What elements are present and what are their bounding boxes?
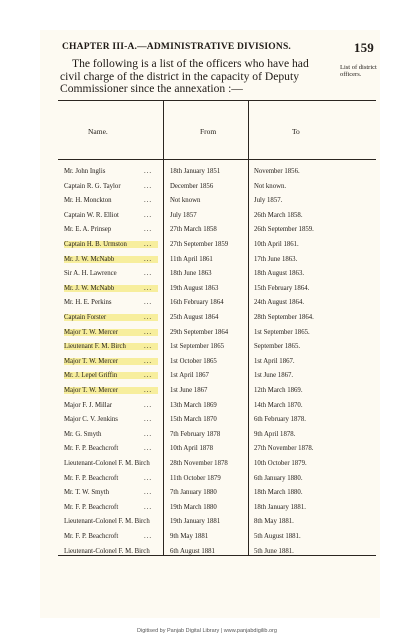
- table-row: [58, 473, 376, 487]
- leader-dots: ...: [144, 372, 153, 380]
- table-row: [58, 283, 376, 297]
- date-from: 10th April 1878: [170, 445, 214, 453]
- leader-dots: ...: [144, 284, 153, 292]
- date-from: 15th March 1870: [170, 416, 217, 424]
- date-from: 1st October 1865: [170, 357, 217, 365]
- date-to: 27th November 1878.: [254, 445, 314, 453]
- table-row: [58, 327, 376, 341]
- table-row: [58, 487, 376, 501]
- leader-dots: ...: [144, 416, 153, 424]
- date-to: 5th August 1881.: [254, 533, 301, 540]
- date-to: 6th February 1878.: [254, 416, 306, 424]
- officer-name: Mr. G. Smyth: [64, 430, 102, 438]
- officer-name: Major T. W. Mercer: [64, 329, 158, 336]
- date-to: 9th April 1878.: [254, 430, 296, 438]
- date-to: 24th August 1864.: [254, 299, 305, 307]
- date-to: 6th January 1880.: [254, 474, 303, 482]
- leader-dots: ...: [144, 533, 153, 540]
- date-to: 12th March 1869.: [254, 387, 303, 394]
- officer-name: Lieutenant F. M. Birch: [64, 343, 158, 350]
- date-to: 8th May 1881.: [254, 518, 294, 526]
- officer-name: Mr. John Inglis: [64, 168, 106, 175]
- officer-name: Mr. J. Lepel Griffin: [64, 372, 158, 379]
- table-row: [58, 370, 376, 384]
- leader-dots: ...: [144, 489, 153, 497]
- officer-name: Lieutenant-Colonel F. M. Birch: [64, 460, 150, 467]
- officer-name: Major T. W. Mercer: [64, 358, 158, 365]
- date-from: Not known: [170, 197, 201, 205]
- table-row: [58, 400, 376, 414]
- officer-name: Mr. F. P. Beachcroft: [64, 474, 119, 482]
- page-number: 159: [353, 40, 374, 55]
- officer-name: Mr. J. W. McNabb: [64, 256, 158, 263]
- table-row: [58, 356, 376, 370]
- table-row: [58, 458, 376, 472]
- date-to: Not known.: [254, 182, 287, 190]
- date-to: 15th February 1864.: [254, 284, 310, 292]
- date-from: 1st September 1865: [170, 343, 224, 351]
- date-to: 18th March 1880.: [254, 489, 303, 497]
- date-to: 1st April 1867.: [254, 357, 295, 365]
- leader-dots: ...: [144, 168, 153, 175]
- officer-name: Captain R. G. Taylor: [64, 182, 121, 190]
- date-from: 18th June 1863: [170, 270, 212, 278]
- leader-dots: ...: [144, 182, 153, 190]
- margin-note: List of district officers.: [340, 64, 377, 78]
- officer-name: Mr. J. W. McNabb: [64, 285, 158, 292]
- officer-name: Mr. T. W. Smyth: [64, 489, 110, 497]
- officer-name: Mr. E. A. Prinsep: [64, 226, 112, 234]
- date-to: September 1865.: [254, 343, 301, 351]
- date-from: 25th August 1864: [170, 314, 219, 321]
- officer-name: Mr. F. P. Beachcroft: [64, 503, 119, 511]
- table-row: [58, 385, 376, 399]
- table-row: [58, 268, 376, 282]
- table-row: [58, 443, 376, 457]
- digitisation-footer: Digitised by Panjab Digital Library | www.panjabdigilib.org: [137, 628, 277, 634]
- leader-dots: ...: [144, 387, 153, 394]
- date-from: 27th September 1859: [170, 241, 229, 248]
- date-to: July 1857.: [254, 197, 283, 205]
- date-to: 10th April 1861.: [254, 241, 299, 248]
- date-from: 1st April 1867: [170, 372, 209, 380]
- table-row: [58, 414, 376, 428]
- date-to: 26th September 1859.: [254, 226, 314, 234]
- leader-dots: ...: [144, 226, 153, 234]
- column-header-to: To: [292, 127, 300, 136]
- date-from: 19th August 1863: [170, 284, 219, 292]
- date-from: 6th August 1881: [170, 547, 215, 555]
- table-row: [58, 210, 376, 224]
- date-from: 1st June 1867: [170, 387, 208, 394]
- date-to: 18th January 1881.: [254, 503, 306, 511]
- date-from: 19th March 1880: [170, 503, 217, 511]
- intro-paragraph: The following is a list of the officers who have had civil charge of the district in the capacity of Deputy Commissioner since the annexation :—: [60, 57, 309, 95]
- officer-name: Mr. H. Monckton: [64, 197, 112, 205]
- table-row: [58, 531, 376, 545]
- leader-dots: ...: [144, 197, 153, 205]
- date-to: 26th March 1858.: [254, 211, 303, 219]
- date-to: 1st June 1867.: [254, 372, 294, 380]
- officer-name: Major F. J. Millar: [64, 401, 112, 409]
- column-header-name: Name.: [88, 127, 108, 136]
- date-to: 5th June 1881.: [254, 547, 294, 555]
- date-from: 18th January 1851: [170, 168, 221, 175]
- date-from: 16th February 1864: [170, 299, 224, 307]
- date-from: 9th May 1881: [170, 533, 209, 540]
- leader-dots: ...: [144, 299, 153, 307]
- table-top-rule: [58, 100, 376, 101]
- table-row: [58, 546, 376, 560]
- officer-name: Lieutenant-Colonel F. M. Birch: [64, 547, 150, 555]
- table-row: [58, 195, 376, 209]
- table-row: [58, 429, 376, 443]
- leader-dots: ...: [144, 343, 153, 351]
- officer-name: Major T. W. Mercer: [64, 387, 158, 394]
- date-to: November 1856.: [254, 168, 300, 175]
- table-row: [58, 341, 376, 355]
- table-row: [58, 166, 376, 180]
- table-header-rule: [58, 159, 376, 160]
- date-to: 1st September 1865.: [254, 328, 310, 336]
- officer-name: Captain H. B. Urmston: [64, 241, 158, 248]
- date-from: 19th January 1881: [170, 518, 221, 526]
- table-row: [58, 181, 376, 195]
- leader-dots: ...: [144, 255, 153, 263]
- table-row: [58, 516, 376, 530]
- officer-name: Mr. H. E. Perkins: [64, 299, 112, 307]
- running-header: [56, 40, 376, 54]
- leader-dots: ...: [144, 328, 153, 336]
- date-from: 11th April 1861: [170, 255, 213, 263]
- date-from: 28th November 1878: [170, 460, 228, 467]
- officer-name: Mr. F. P. Beachcroft: [64, 445, 119, 453]
- date-to: 28th September 1864.: [254, 314, 314, 321]
- leader-dots: ...: [144, 211, 153, 219]
- date-from: 7th February 1878: [170, 430, 221, 438]
- column-header-from: From: [200, 127, 217, 136]
- date-from: 27th March 1858: [170, 226, 217, 234]
- leader-dots: ...: [144, 270, 153, 278]
- date-to: 17th June 1863.: [254, 255, 298, 263]
- table-row: [58, 502, 376, 516]
- leader-dots: ...: [144, 241, 153, 248]
- officer-name: Captain W. R. Elliot: [64, 211, 119, 219]
- date-from: 29th September 1864: [170, 328, 229, 336]
- date-from: 7th January 1880: [170, 489, 217, 497]
- date-to: 14th March 1870.: [254, 401, 303, 409]
- date-from: 11th October 1879: [170, 474, 221, 482]
- date-from: 13th March 1869: [170, 401, 217, 409]
- leader-dots: ...: [144, 357, 153, 365]
- table-row: [58, 239, 376, 253]
- leader-dots: ...: [144, 474, 153, 482]
- leader-dots: ...: [144, 503, 153, 511]
- leader-dots: ...: [144, 401, 153, 409]
- date-to: 18th August 1863.: [254, 270, 305, 278]
- officer-name: Major C. V. Jenkins: [64, 416, 118, 424]
- leader-dots: ...: [144, 314, 153, 321]
- leader-dots: ...: [144, 430, 153, 438]
- date-to: 10th October 1879.: [254, 460, 307, 467]
- date-from: December 1856: [170, 182, 214, 190]
- table-row: [58, 297, 376, 311]
- chapter-title: CHAPTER III-A.—ADMINISTRATIVE DIVISIONS.: [62, 42, 292, 52]
- table-row: [58, 224, 376, 238]
- officer-name: Sir A. H. Lawrence: [64, 270, 117, 278]
- officer-name: Mr. F. P. Beachcroft: [64, 533, 119, 540]
- table-row: [58, 312, 376, 326]
- officer-name: Lieutenant-Colonel F. M. Birch: [64, 518, 150, 526]
- officer-name: Captain Forster: [64, 314, 158, 321]
- leader-dots: ...: [144, 445, 153, 453]
- date-from: July 1857: [170, 211, 197, 219]
- table-row: [58, 254, 376, 268]
